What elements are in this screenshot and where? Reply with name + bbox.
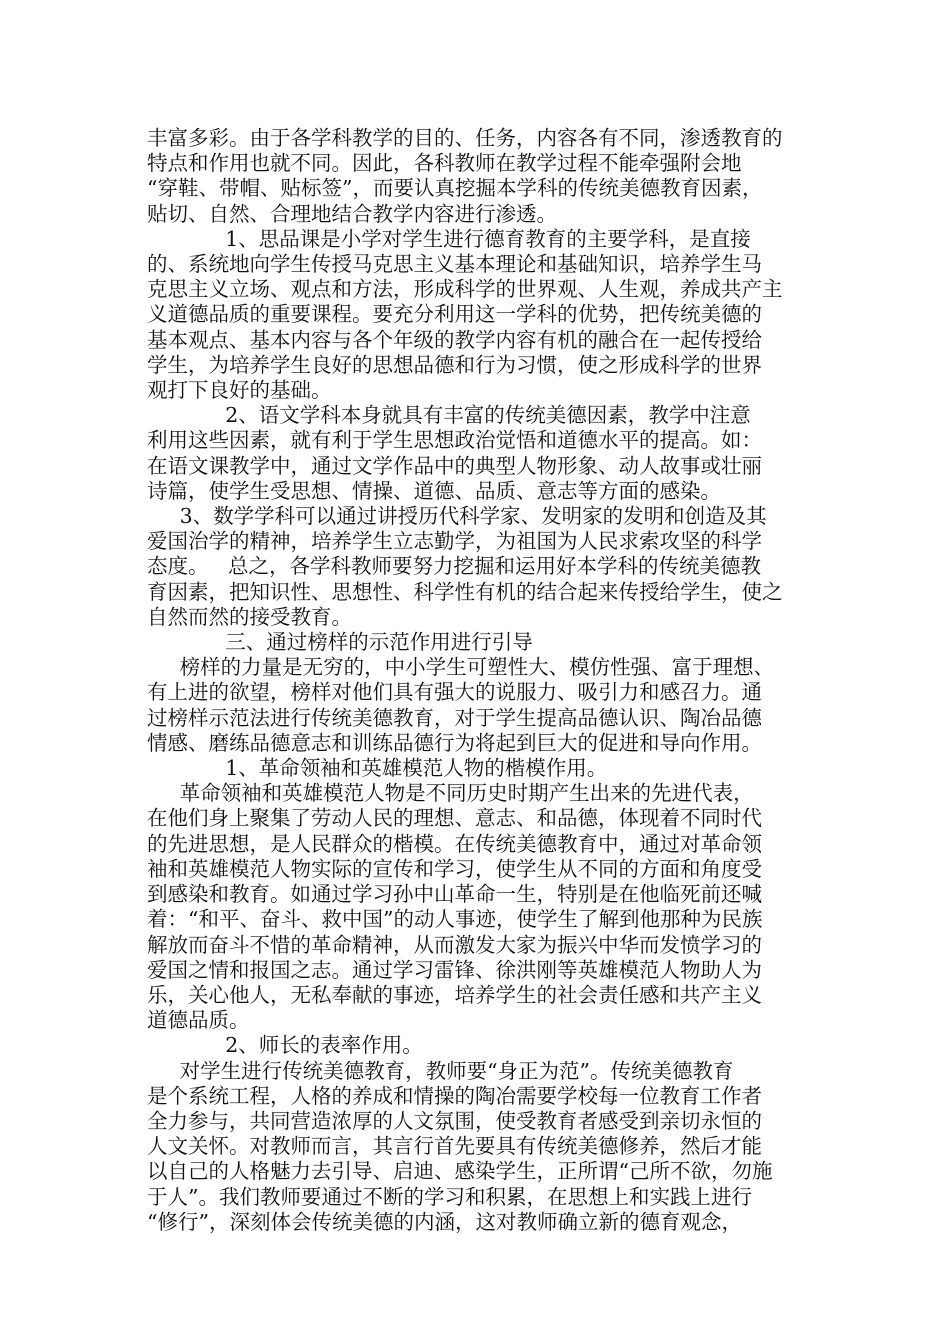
section-heading: 三、通过榜样的示范作用进行引导	[147, 630, 533, 655]
text-line: 在他们身上聚集了劳动人民的理想、意志、和品德，体现着不同时代	[147, 806, 762, 831]
text-line: 榜样的力量是无穷的，中小学生可塑性大、模仿性强、富于理想、	[147, 655, 775, 680]
text-line: 2、语文学科本身就具有丰富的传统美德因素，教学中注意	[147, 403, 751, 428]
text-line: 观打下良好的基础。	[147, 378, 332, 403]
text-line: 育因素，把知识性、思想性、科学性有机的结合起来传授给学生，使之	[147, 579, 783, 604]
subsection-heading: 2、师长的表率作用。	[147, 1033, 423, 1058]
text-line: 态度。 总之，各学科教师要努力挖掘和运用好本学科的传统美德教	[147, 554, 762, 579]
text-line: 有上进的欲望，榜样对他们具有强大的说服力、吸引力和感召力。通	[147, 680, 762, 705]
text-line: 的、系统地向学生传授马克思主义基本理论和基础知识，培养学生马	[147, 252, 762, 277]
subsection-heading: 1、革命领袖和英雄模范人物的楷模作用。	[147, 756, 608, 781]
text-line: 过榜样示范法进行传统美德教育，对于学生提高品德认识、陶冶品德	[147, 705, 762, 730]
text-line: 着：“和平、奋斗、救中国”的动人事迹，使学生了解到他那种为民族	[147, 907, 763, 932]
text-line: 特点和作用也就不同。因此，各科教师在教学过程不能牵强附会地	[147, 151, 742, 176]
document-body	[147, 126, 813, 1235]
text-line: 克思主义立场、观点和方法，形成科学的世界观、人生观，养成共产主	[147, 277, 783, 302]
text-line: 利用这些因素，就有利于学生思想政治觉悟和道德水平的提高。如：	[147, 428, 762, 453]
text-line: 道德品质。	[147, 1008, 250, 1033]
text-line: 基本观点、基本内容与各个年级的教学内容有机的融合在一起传授给	[147, 327, 762, 352]
text-line: 在语文课教学中，通过文学作品中的典型人物形象、动人故事或壮丽	[147, 453, 762, 478]
text-line: 人文关怀。对教师而言，其言行首先要具有传统美德修养，然后才能	[147, 1134, 762, 1159]
text-line: 的先进思想，是人民群众的楷模。在传统美德教育中，通过对革命领	[147, 831, 762, 856]
text-line: 于人”。我们教师要通过不断的学习和积累，在思想上和实践上进行	[147, 1184, 752, 1209]
text-line: 1、思品课是小学对学生进行德育教育的主要学科，是直接	[147, 226, 751, 251]
text-line: 诗篇，使学生受思想、情操、道德、品质、意志等方面的感染。	[147, 478, 721, 503]
text-line: “穿鞋、带帽、贴标签”，而要认真挖掘本学科的传统美德教育因素，	[147, 176, 763, 201]
text-line: 爱国之情和报国之志。通过学习雷锋、徐洪刚等英雄模范人物助人为	[147, 957, 762, 982]
text-line: 以自己的人格魅力去引导、启迪、感染学生，正所谓“己所不欲，勿施	[147, 1159, 773, 1184]
text-line: “修行”，深刻体会传统美德的内涵，这对教师确立新的德育观念，	[147, 1209, 742, 1234]
text-line: 革命领袖和英雄模范人物是不同历史时期产生出来的先进代表，	[147, 781, 754, 806]
text-line: 学生，为培养学生良好的思想品德和行为习惯，使之形成科学的世界	[147, 352, 762, 377]
text-line: 情感、磨练品德意志和训练品德行为将起到巨大的促进和导向作用。	[147, 730, 762, 755]
text-line: 3、数学学科可以通过讲授历代科学家、发明家的发明和创造及其	[147, 504, 767, 529]
text-line: 乐，关心他人，无私奉献的事迹，培养学生的社会责任感和共产主义	[147, 982, 762, 1007]
text-line: 对学生进行传统美德教育，教师要“身正为范”。传统美德教育	[147, 1058, 734, 1083]
text-line: 爱国治学的精神，培养学生立志勤学，为祖国为人民求索攻坚的科学	[147, 529, 762, 554]
text-line: 解放而奋斗不惜的革命精神，从而激发大家为振兴中华而发愤学习的	[147, 932, 762, 957]
text-line: 全力参与，共同营造浓厚的人文氛围，使受教育者感受到亲切永恒的	[147, 1108, 762, 1133]
text-line: 是个系统工程，人格的养成和情操的陶冶需要学校每一位教育工作者	[147, 1083, 762, 1108]
text-line: 自然而然的接受教育。	[147, 604, 352, 629]
text-line: 到感染和教育。如通过学习孙中山革命一生，特别是在他临死前还喊	[147, 882, 762, 907]
text-line: 袖和英雄模范人物实际的宣传和学习，使学生从不同的方面和角度受	[147, 856, 762, 881]
text-line: 丰富多彩。由于各学科教学的目的、任务，内容各有不同，渗透教育的	[147, 126, 783, 150]
text-line: 贴切、自然、合理地结合教学内容进行渗透。	[147, 201, 557, 226]
text-line: 义道德品质的重要课程。要充分利用这一学科的优势，把传统美德的	[147, 302, 762, 327]
